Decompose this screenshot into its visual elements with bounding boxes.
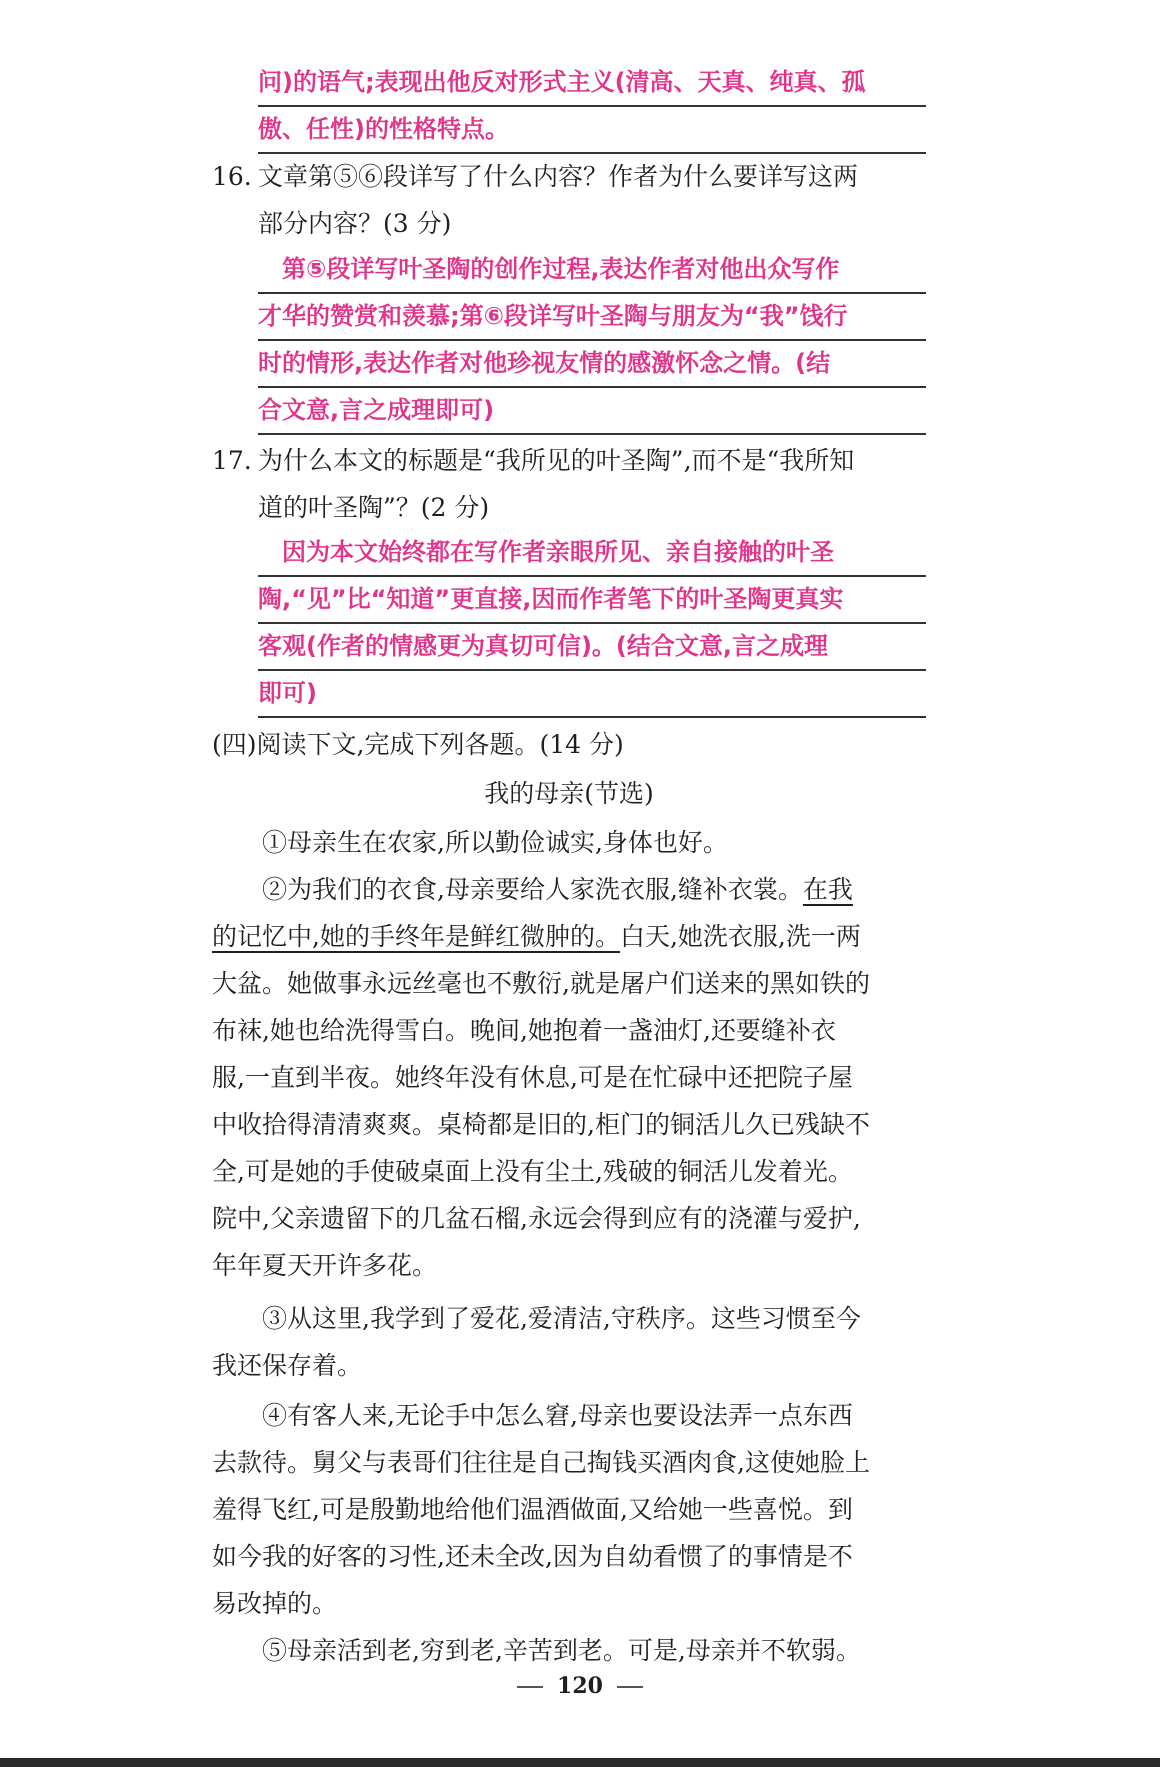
question-16-text-line-1: 文章第⑤⑥段详写了什么内容？作者为什么要详写这两 (258, 162, 859, 191)
paragraph-1: ①母亲生在农家,所以勤俭诚实,身体也好。 (262, 828, 728, 857)
paragraph-2-line-3: 大盆。她做事永远丝毫也不敷衍,就是屠户们送来的黑如铁的 (212, 969, 870, 998)
paragraph-3-line-1: ③从这里,我学到了爱花,爱清洁,守秩序。这些习惯至今 (262, 1304, 861, 1333)
paragraph-4-line-2: 去款待。舅父与表哥们往往是自己掏钱买酒肉食,这使她脸上 (212, 1448, 870, 1477)
page-number-text: 120 (557, 1673, 603, 1699)
question-16-number: 16. (212, 162, 252, 191)
paragraph-4-line-1: ④有客人来,无论手中怎么窘,母亲也要设法弄一点东西 (262, 1401, 853, 1430)
paragraph-2-line-9: 年年夏天开许多花。 (212, 1251, 438, 1280)
paragraph-2-line-2 (212, 913, 926, 960)
question-17-text-line-1: 为什么本文的标题是“我所见的叶圣陶”,而不是“我所知 (258, 446, 855, 475)
paragraph-2-line-5: 服,一直到半夜。她终年没有休息,可是在忙碌中还把院子屋 (212, 1063, 853, 1092)
paragraph-4-line-5: 易改掉的。 (212, 1589, 338, 1618)
question-16-text-line-2: 部分内容？(3 分) (258, 209, 452, 238)
page-number-dash-right (617, 1686, 643, 1688)
question-16-answer-line-2: 才华的赞赏和羡慕;第⑥段详写叶圣陶与朋友为“我”饯行 (258, 294, 926, 341)
prev-answer-line-2: 傲、任性)的性格特点。 (258, 107, 926, 154)
paragraph-2-line-8: 院中,父亲遗留下的几盆石榴,永远会得到应有的浇灌与爱护, (212, 1204, 861, 1233)
page-number (450, 1666, 710, 1706)
paragraph-3-line-2: 我还保存着。 (212, 1351, 363, 1380)
bottom-edge-bar (0, 1758, 1160, 1767)
question-17-answer-line-4: 即可) (258, 671, 926, 718)
paragraph-2-line-6: 中收拾得清清爽爽。桌椅都是旧的,柜门的铜活儿久已残缺不 (212, 1110, 870, 1139)
question-17-answer-line-1: 因为本文始终都在写作者亲眼所见、亲自接触的叶圣 (258, 530, 926, 577)
prev-answer-line-1: 问)的语气;表现出他反对形式主义(清高、天真、纯真、孤 (258, 60, 926, 107)
question-17-answer-line-2: 陶,“见”比“知道”更直接,因而作者笔下的叶圣陶更真实 (258, 577, 926, 624)
question-16-answer-line-3: 时的情形,表达作者对他珍视友情的感激怀念之情。(结 (258, 341, 926, 388)
paragraph-2-text: ②为我们的衣食,母亲要给人家洗衣服,缝补衣裳。 (262, 875, 803, 904)
question-16-answer-line-1: 第⑤段详写叶圣陶的创作过程,表达作者对他出众写作 (258, 247, 926, 294)
question-17-text-line-2: 道的叶圣陶”？(2 分) (258, 493, 490, 522)
paragraph-4-line-4: 如今我的好客的习性,还未全改,因为自幼看惯了的事情是不 (212, 1542, 853, 1571)
paragraph-2-line-1 (212, 866, 926, 913)
paragraph-2-line-4: 布袜,她也给洗得雪白。晚间,她抱着一盏油灯,还要缝补衣 (212, 1016, 836, 1045)
paragraph-5: ⑤母亲活到老,穷到老,辛苦到老。可是,母亲并不软弱。 (262, 1636, 861, 1665)
paragraph-2-line-7: 全,可是她的手使破桌面上没有尘土,残破的铜活儿发着光。 (212, 1157, 853, 1186)
paragraph-2-text: 白天,她洗衣服,洗一两 (619, 922, 861, 951)
underlined-sentence-part-2: 的记忆中,她的手终年是鲜红微肿的。 (212, 922, 620, 951)
underlined-sentence-part-1: 在我 (802, 875, 853, 904)
question-17-number: 17. (212, 446, 252, 475)
paragraph-4-line-3: 羞得飞红,可是殷勤地给他们温酒做面,又给她一些喜悦。到 (212, 1495, 853, 1524)
section-4-heading: (四)阅读下文,完成下列各题。(14 分) (212, 730, 624, 759)
question-16-answer-line-4: 合文意,言之成理即可) (258, 388, 926, 435)
page-number-dash-left (517, 1686, 543, 1688)
passage-title: 我的母亲(节选) (484, 779, 654, 808)
question-17-answer-line-3: 客观(作者的情感更为真切可信)。(结合文意,言之成理 (258, 624, 926, 671)
